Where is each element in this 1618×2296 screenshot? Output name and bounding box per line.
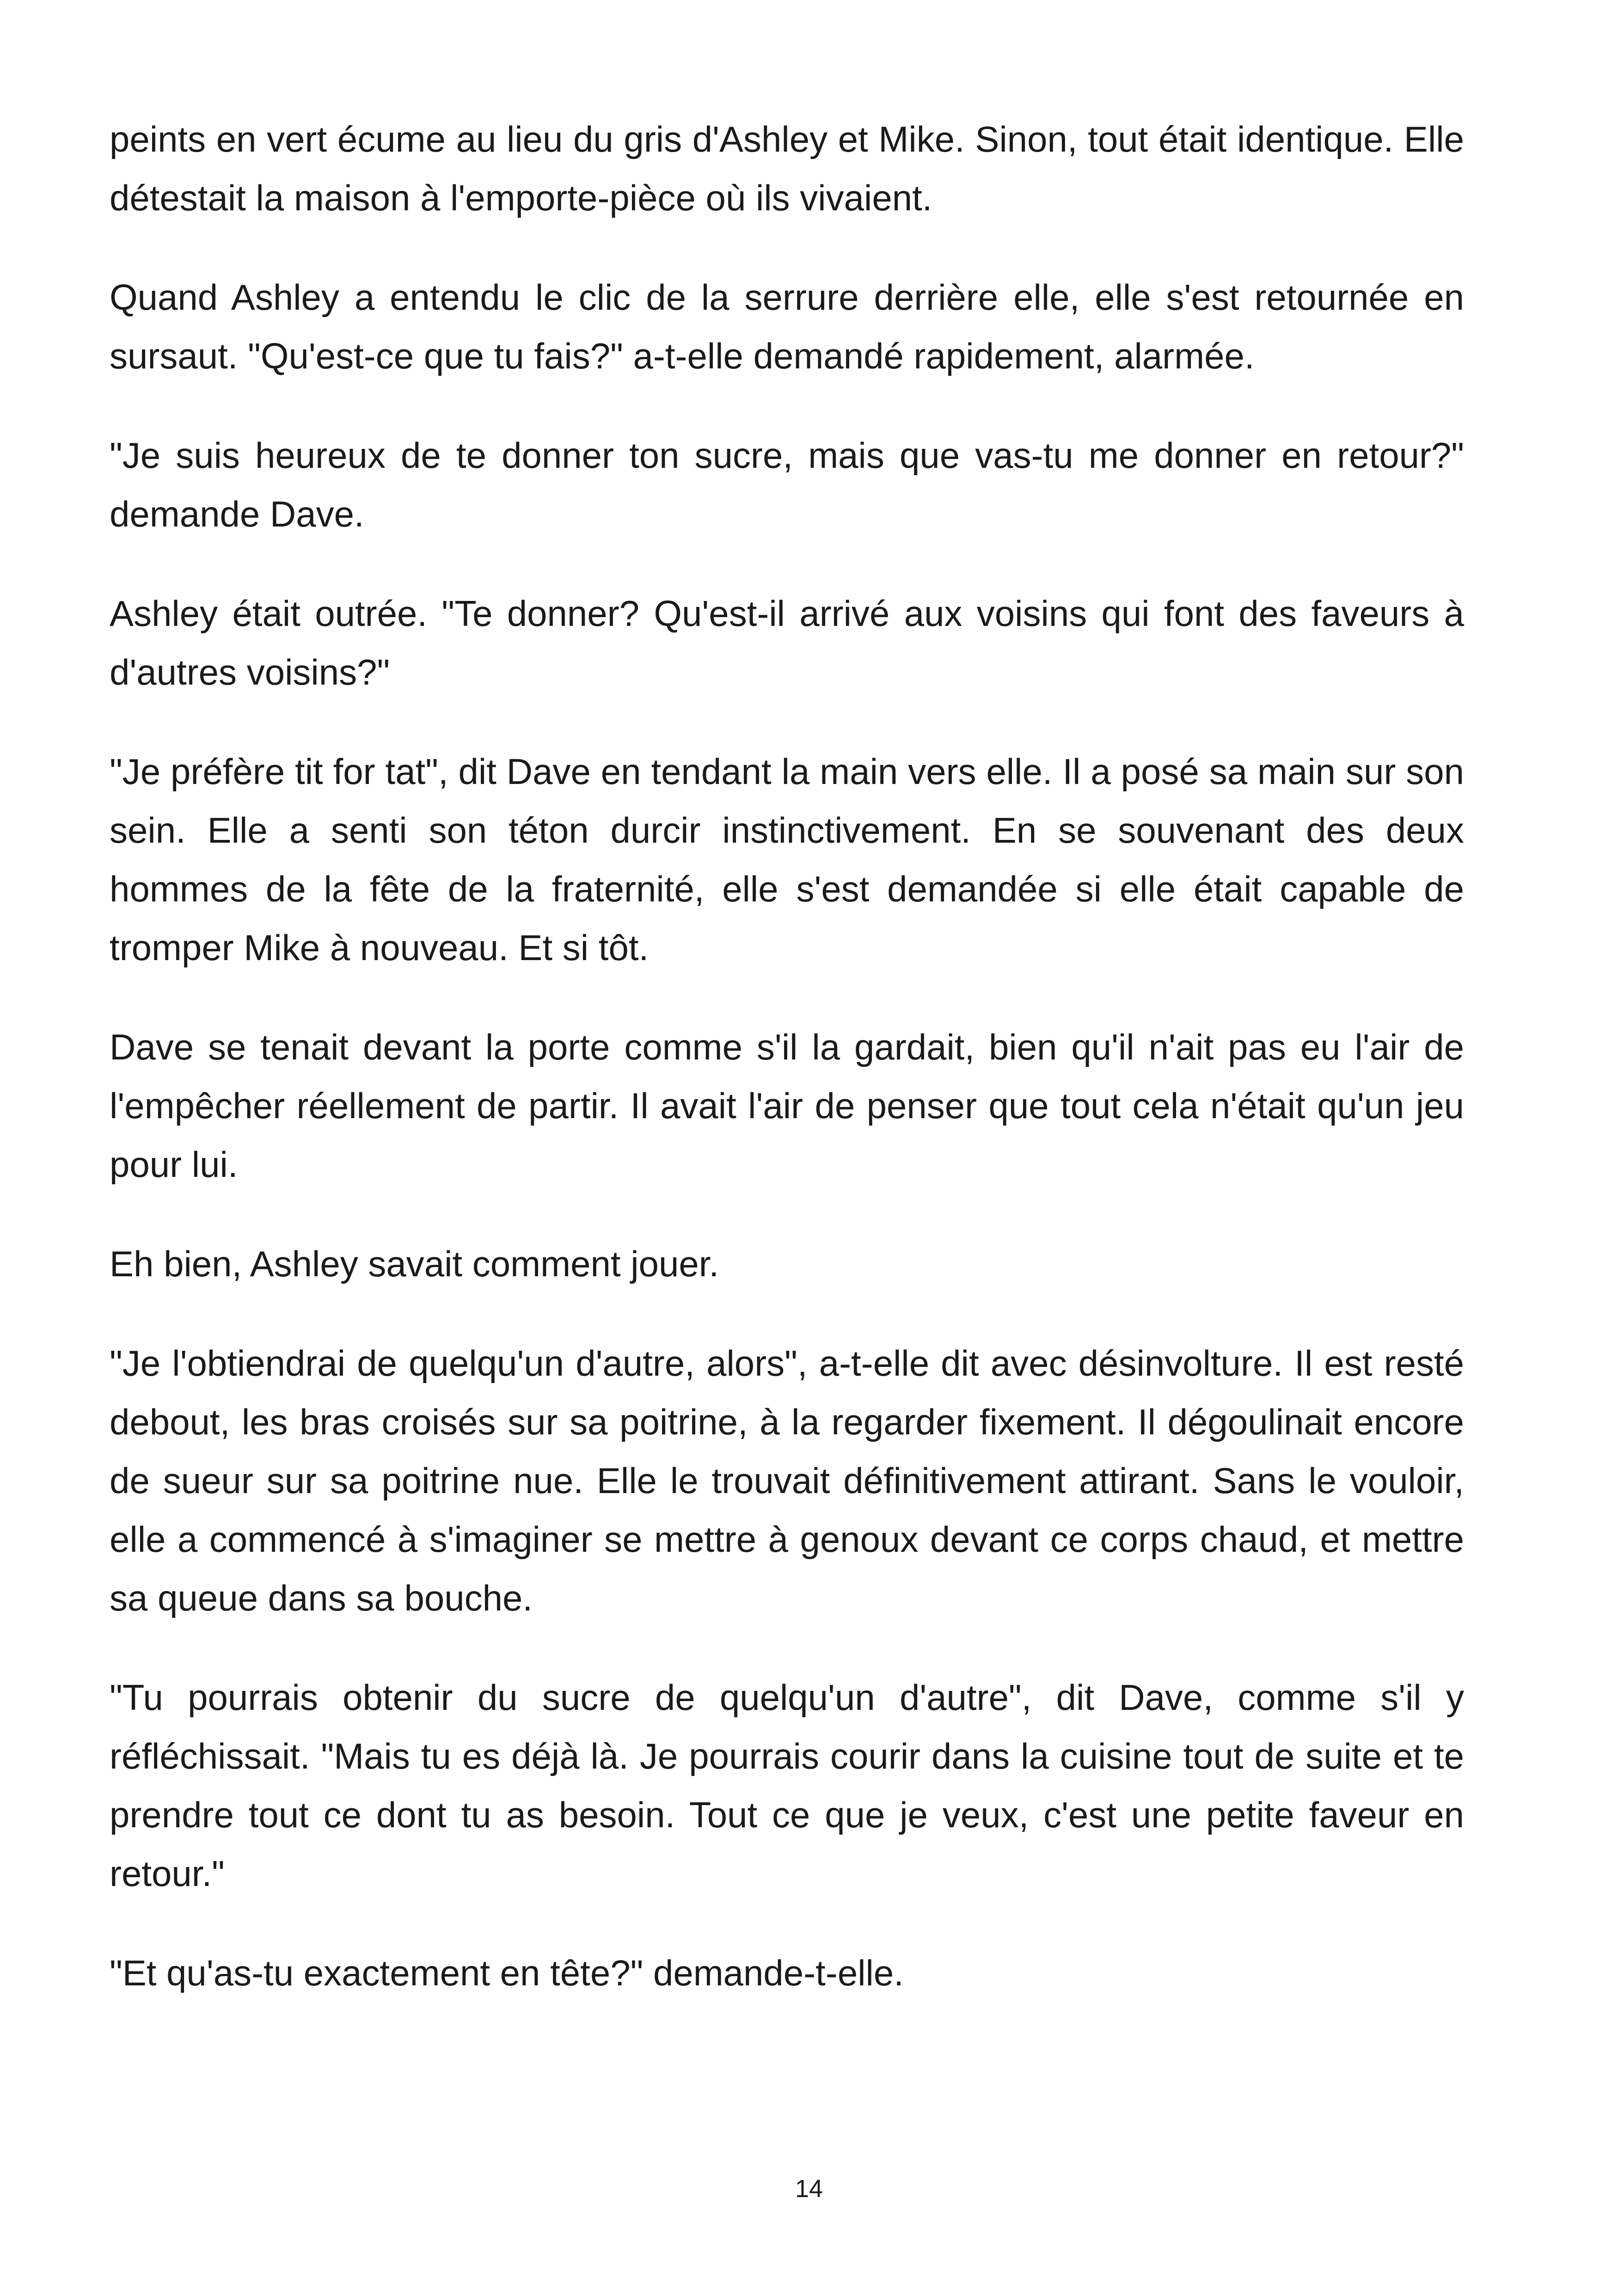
paragraph-2: Quand Ashley a entendu le clic de la serrure derrière elle, elle s'est retournée en sursaut. "Qu'est-ce que tu fais?" a-t-elle demandé rapidement, alarmée. bbox=[110, 277, 1464, 376]
page-number: 14 bbox=[795, 2175, 823, 2203]
paragraph-4: Ashley était outrée. "Te donner? Qu'est-il arrivé aux voisins qui font des faveurs à d'autres voisins?" bbox=[110, 593, 1464, 692]
paragraph-5: "Je préfère tit for tat", dit Dave en tendant la main vers elle. Il a posé sa main sur son sein. Elle a senti son téton durcir instinctivement. En se souvenant des deux hommes de la fête de la fraternité, elle s'est demandée si elle était capable de tromper Mike à nouveau. Et si tôt. bbox=[110, 751, 1464, 968]
paragraph-1: peints en vert écume au lieu du gris d'Ashley et Mike. Sinon, tout était identique. Elle détestait la maison à l'emporte-pièce où ils vivaient. bbox=[110, 119, 1464, 218]
paragraph-10: "Et qu'as-tu exactement en tête?" demande-t-elle. bbox=[110, 1953, 904, 1993]
paragraph-3: "Je suis heureux de te donner ton sucre, mais que vas-tu me donner en retour?" demande Dave. bbox=[110, 435, 1464, 534]
paragraph-7: Eh bien, Ashley savait comment jouer. bbox=[110, 1243, 719, 1284]
paragraph-6: Dave se tenait devant la porte comme s'il la gardait, bien qu'il n'ait pas eu l'air de l'empêcher réellement de partir. Il avait l'air de penser que tout cela n'était qu'un jeu pour lui. bbox=[110, 1027, 1464, 1185]
body-text bbox=[110, 110, 1464, 2043]
paragraph-8: "Je l'obtiendrai de quelqu'un d'autre, alors", a-t-elle dit avec désinvolture. Il est resté debout, les bras croisés sur sa poitrine, à la regarder fixement. Il dégoulinait encore de sueur sur sa poitrine nue. Elle le trouvait définitivement attirant. Sans le vouloir, elle a commencé à s'imaginer se mettre à genoux devant ce corps chaud, et mettre sa queue dans sa bouche. bbox=[110, 1343, 1464, 1618]
paragraph-9: "Tu pourrais obtenir du sucre de quelqu'un d'autre", dit Dave, comme s'il y réfléchissait. "Mais tu es déjà là. Je pourrais courir dans la cuisine tout de suite et te prendre tout ce dont tu as besoin. Tout ce que je veux, c'est une petite faveur en retour." bbox=[110, 1677, 1464, 1894]
